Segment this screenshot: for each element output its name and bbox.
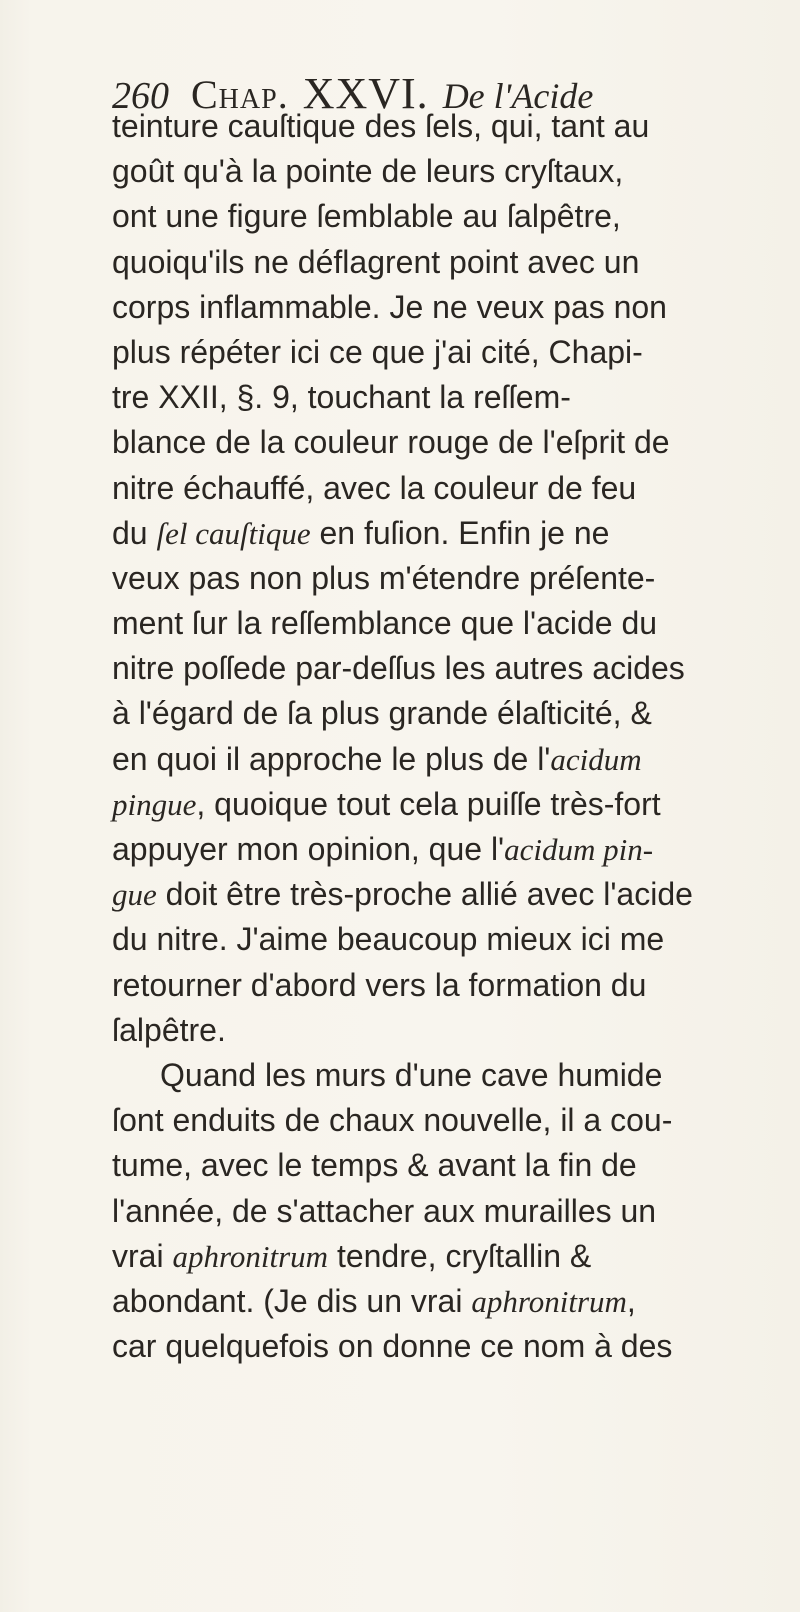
text-segment: doit être très-proche allié avec l'acide bbox=[156, 876, 693, 913]
text-line bbox=[112, 963, 792, 1008]
text-segment: en quoi il approche le plus de l' bbox=[112, 740, 551, 777]
text-line bbox=[112, 104, 792, 149]
text-segment: tume, avec le temps & avant la fin de bbox=[112, 1147, 637, 1184]
text-segment: vrai bbox=[112, 1237, 173, 1274]
text-line bbox=[112, 240, 792, 285]
text-line bbox=[112, 646, 792, 691]
text-segment: blance de la couleur rouge de l'eſprit de bbox=[112, 424, 670, 461]
text-segment: corps inflammable. Je ne veux pas non bbox=[112, 288, 667, 325]
text-line bbox=[112, 420, 792, 465]
italic-text: acidum pin- bbox=[504, 832, 654, 867]
text-segment: veux pas non plus m'étendre préſente- bbox=[112, 559, 656, 596]
text-line bbox=[112, 1189, 792, 1234]
text-line bbox=[112, 1008, 792, 1053]
chapter-label: Chap. bbox=[191, 72, 289, 117]
text-segment: appuyer mon opinion, que l' bbox=[112, 831, 505, 867]
text-line bbox=[112, 1324, 792, 1369]
text-line bbox=[112, 872, 792, 917]
text-segment: nitre échauffé, avec la couleur de feu bbox=[112, 469, 637, 506]
text-segment: tre XXII, §. 9, touchant la reſſem- bbox=[112, 379, 571, 416]
text-line bbox=[112, 601, 792, 646]
page-number: 260 bbox=[112, 75, 169, 117]
text-line bbox=[112, 330, 792, 375]
text-segment: ment ſur la reſſemblance que l'acide du bbox=[112, 605, 658, 642]
text-segment: nitre poſſede par-deſſus les autres acides bbox=[112, 650, 685, 687]
italic-text: aphronitrum bbox=[172, 1238, 329, 1274]
chapter-subject: De l'Acide bbox=[442, 76, 594, 116]
text-segment: à l'égard de ſa plus grande élaſticité, & bbox=[112, 695, 652, 732]
text-segment: tendre, cryſtallin & bbox=[328, 1237, 592, 1274]
text-line bbox=[112, 1279, 792, 1324]
text-segment: retourner d'abord vers la formation du bbox=[112, 966, 647, 1003]
text-segment: teinture cauſtique des ſels, qui, tant au bbox=[112, 108, 650, 144]
text-segment: goût qu'à la pointe de leurs cryſtaux, bbox=[112, 153, 624, 190]
text-segment: du bbox=[112, 514, 157, 551]
text-line bbox=[112, 1143, 792, 1188]
text-segment: quoiqu'ils ne déflagrent point avec un bbox=[112, 243, 640, 280]
text-line bbox=[112, 1234, 792, 1279]
text-line bbox=[112, 466, 792, 511]
italic-text: ſel cauſtique bbox=[156, 515, 311, 551]
text-line bbox=[112, 737, 792, 782]
text-line bbox=[112, 782, 792, 827]
text-segment: l'année, de s'attacher aux murailles un bbox=[112, 1192, 657, 1229]
text-line bbox=[112, 149, 792, 194]
text-line bbox=[112, 827, 792, 872]
text-line bbox=[112, 691, 792, 736]
text-line bbox=[112, 1098, 792, 1143]
text-segment: ſont enduits de chaux nouvelle, il a cou- bbox=[112, 1102, 673, 1139]
italic-text: gue bbox=[112, 877, 157, 913]
italic-text: pingue bbox=[112, 786, 197, 822]
italic-text: acidum bbox=[550, 741, 642, 777]
text-line bbox=[112, 285, 792, 330]
text-line bbox=[112, 556, 792, 601]
chapter-number: XXVI. bbox=[302, 69, 429, 118]
text-segment: en fuſion. Enfin je ne bbox=[310, 514, 610, 551]
text-segment: plus répéter ici ce que j'ai cité, Chapi- bbox=[112, 333, 643, 370]
text-line bbox=[112, 917, 792, 962]
text-line bbox=[112, 1053, 792, 1098]
italic-text: aphronitrum bbox=[471, 1283, 627, 1319]
text-segment: du nitre. J'aime beaucoup mieux ici me bbox=[112, 921, 665, 958]
text-segment: ſalpêtre. bbox=[112, 1011, 226, 1048]
text-line bbox=[112, 511, 792, 556]
text-line bbox=[112, 194, 792, 239]
text-segment: ont une figure ſemblable au ſalpêtre, bbox=[112, 198, 621, 235]
text-segment: , bbox=[626, 1282, 636, 1319]
text-segment: abondant. (Je dis un vrai bbox=[112, 1282, 472, 1319]
body-text bbox=[112, 104, 792, 1369]
text-line bbox=[112, 375, 792, 420]
text-segment: car quelquefois on donne ce nom à des bbox=[112, 1328, 673, 1365]
text-segment: Quand les murs d'une cave humide bbox=[160, 1056, 663, 1093]
text-segment: , quoique tout cela puiſſe très-fort bbox=[196, 785, 661, 822]
